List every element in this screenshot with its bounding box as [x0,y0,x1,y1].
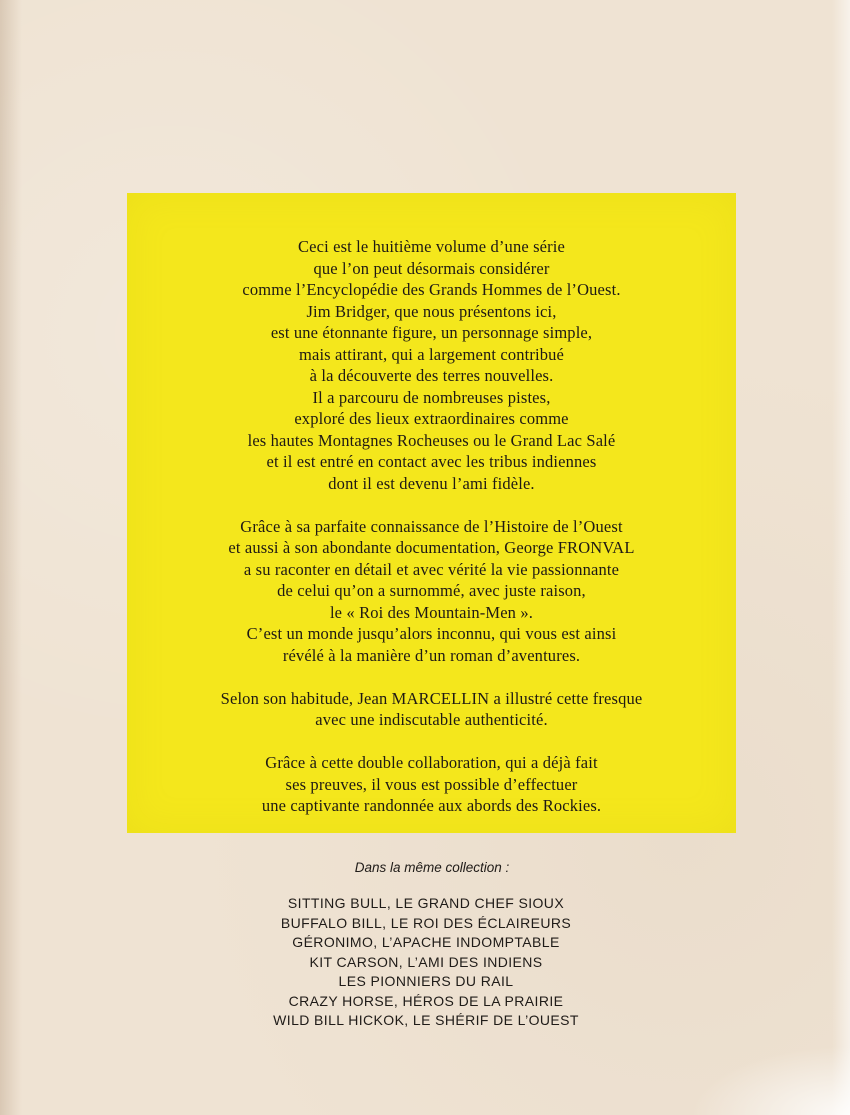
blurb-line: et aussi à son abondante documentation, George FRONVAL [228,538,635,557]
collection-section [0,858,850,1031]
blurb-line: que l’on peut désormais considérer [313,258,550,278]
blurb-line: comme l’Encyclopédie des Grands Hommes de l’Ouest. [242,280,621,299]
blurb-line: avec une indiscutable authenticité. [315,710,548,729]
blurb-line: est une étonnante figure, un personnage simple, [270,323,593,342]
blurb-line: les hautes Montagnes Rocheuses ou le Grand Lac Salé [247,430,616,450]
blurb-line: mais attirant, qui a largement contribué [298,344,565,364]
collection-title: KIT CARSON, L’AMI DES INDIENS [309,953,543,970]
blurb-text [127,236,736,838]
blurb-line: de celui qu’on a surnommé, avec juste raison, [277,581,586,600]
blurb-line: Grâce à cette double collaboration, qui a déjà fait [265,753,598,772]
blurb-line: Jim Bridger, que nous présentons ici, [306,301,557,321]
blurb-line: Il a parcouru de nombreuses pistes, [312,387,551,407]
blurb-line: C’est un monde jusqu’alors inconnu, qui vous est ainsi [246,624,617,643]
blurb-line: et il est entré en contact avec les tribus indiennes [266,452,597,471]
collection-heading: Dans la même collection : [354,860,510,875]
blurb-paragraph-1 [127,236,736,494]
blurb-paragraph-3 [127,688,736,731]
collection-title: SITTING BULL, LE GRAND CHEF SIOUX [287,895,565,911]
collection-title: LES PIONNIERS DU RAIL [338,973,514,989]
blurb-line: a su raconter en détail et avec vérité la vie passionnante [243,559,620,579]
collection-title: BUFFALO BILL, LE ROI DES ÉCLAIREURS [280,914,572,931]
blurb-line: Ceci est le huitième volume d’une série [297,237,565,256]
blurb-line: Selon son habitude, Jean MARCELLIN a illustré cette fresque [220,688,643,708]
blurb-line: exploré des lieux extraordinaires comme [294,409,569,428]
blurb-line: à la découverte des terres nouvelles. [309,366,554,385]
collection-title: CRAZY HORSE, HÉROS DE LA PRAIRIE [288,992,564,1009]
cover-corner-wear [690,1045,850,1115]
blurb-paragraph-4 [127,752,736,817]
blurb-panel [127,193,736,833]
blurb-line: révélé à la manière d’un roman d’aventures. [282,645,581,665]
blurb-paragraph-2 [127,516,736,667]
collection-title: GÉRONIMO, L’APACHE INDOMPTABLE [292,934,560,950]
blurb-line: une captivante randonnée aux abords des Rockies. [261,796,602,815]
blurb-line: dont il est devenu l’ami fidèle. [328,473,535,493]
collection-list [2,894,850,1031]
blurb-line: ses preuves, il vous est possible d’effectuer [285,774,578,794]
blurb-line: Grâce à sa parfaite connaissance de l’Histoire de l’Ouest [240,516,623,536]
collection-title: WILD BILL HICKOK, LE SHÉRIF DE L’OUEST [273,1012,579,1028]
blurb-line: le « Roi des Mountain-Men ». [329,602,534,622]
